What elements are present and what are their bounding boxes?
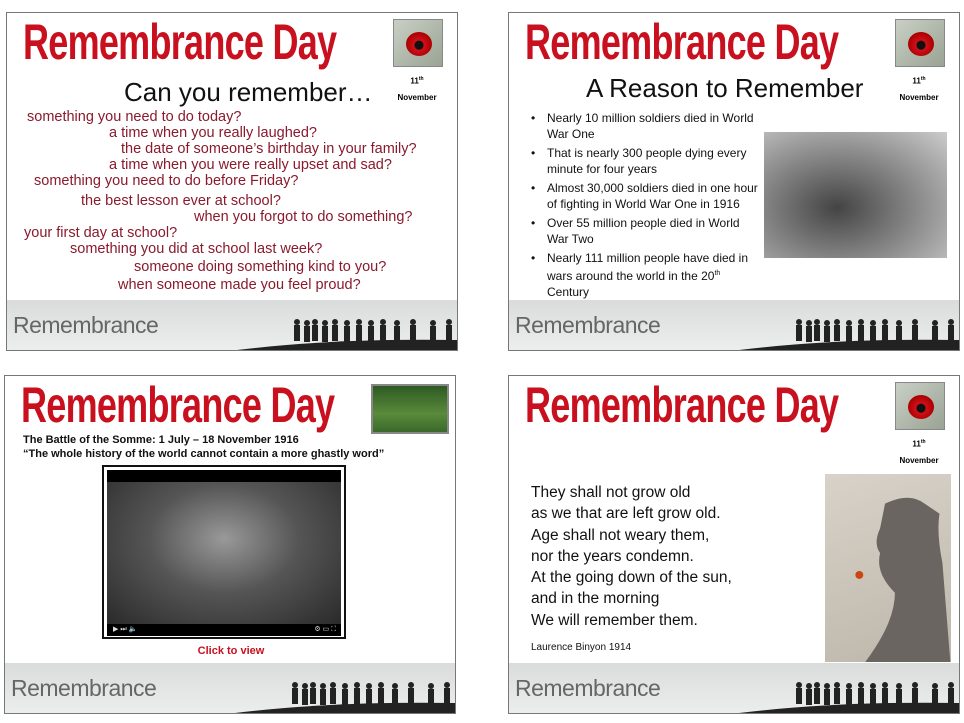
question: the date of someone’s birthday in your family?: [121, 141, 417, 157]
date-label: 11th November: [899, 76, 939, 102]
volume-icon[interactable]: 🔈: [128, 626, 138, 633]
slide-title: Remembrance Day: [21, 377, 335, 433]
footer-banner: [5, 663, 455, 713]
fact-item: • That is nearly 300 people dying every minute for four years: [531, 146, 747, 176]
footer-banner: [509, 300, 959, 350]
poem-line: At the going down of the sun,: [531, 569, 732, 587]
footer-label: Remembrance: [515, 312, 661, 338]
footer-label: Remembrance: [13, 312, 159, 338]
soldiers-silhouette-icon: [237, 310, 457, 350]
play-icon[interactable]: ▶: [113, 626, 119, 633]
question: something you need to do today?: [27, 109, 242, 125]
question: something you need to do before Friday?: [34, 173, 299, 189]
poppy-image: [895, 19, 945, 67]
date-label: 11th November: [397, 76, 437, 102]
slide-battle-of-somme[interactable]: [4, 375, 456, 714]
slide-title: Remembrance Day: [23, 14, 337, 70]
poppy-image: [895, 382, 945, 430]
poem-line: Age shall not weary them,: [531, 526, 710, 544]
footer-label: Remembrance: [515, 675, 661, 701]
question: your first day at school?: [24, 225, 178, 241]
fact-item: • Almost 30,000 soldiers died in one hour of fighting in World War One in 1916: [531, 181, 758, 211]
somme-quote: “The whole history of the world cannot contain a more ghastly word”: [23, 448, 385, 460]
slide-heading: A Reason to Remember: [586, 73, 864, 103]
soldiers-silhouette-icon: [739, 673, 959, 713]
fact-item: • Nearly 10 million soldiers died in World War One: [531, 111, 754, 141]
question: the best lesson ever at school?: [81, 193, 281, 209]
slide-reason-to-remember[interactable]: [508, 12, 960, 351]
footer-banner: [7, 300, 457, 350]
question: when someone made you feel proud?: [118, 277, 361, 293]
question: a time when you were really upset and sad?: [109, 157, 392, 173]
footer-banner: [509, 663, 959, 713]
poem-author: Laurence Binyon 1914: [531, 642, 632, 653]
next-icon[interactable]: ⏭: [120, 626, 127, 633]
slide-can-you-remember[interactable]: [6, 12, 458, 351]
slide-heading: Can you remember…: [124, 77, 373, 107]
poem-line: They shall not grow old: [531, 484, 691, 501]
soldiers-silhouette-icon: [739, 310, 959, 350]
fact-item: • Over 55 million people died in World War Two: [531, 216, 740, 246]
footer-label: Remembrance: [11, 675, 157, 701]
soldier-shadow-photo: [825, 474, 951, 662]
slide-title: Remembrance Day: [525, 14, 839, 70]
soldiers-silhouette-icon: [235, 673, 455, 713]
poem-line: as we that are left grow old.: [531, 505, 721, 523]
video-controls[interactable]: [107, 624, 341, 636]
poem-line: and in the morning: [531, 590, 660, 608]
fact-item: • Nearly 111 million people have died in wars around the world in the 20th Century: [531, 251, 749, 299]
question: something you did at school last week?: [70, 241, 323, 257]
poem-line: We will remember them.: [531, 611, 698, 629]
video-frame[interactable]: [107, 482, 341, 624]
poppy-image: [393, 19, 443, 67]
slide-ode-of-remembrance[interactable]: [508, 375, 960, 714]
question: a time when you really laughed?: [109, 125, 317, 141]
video-player[interactable]: [102, 465, 346, 639]
click-to-view-link[interactable]: Click to view: [197, 645, 265, 657]
poem: [531, 482, 732, 631]
fullscreen-icon[interactable]: ⚙ ▭ ⛶: [314, 626, 336, 633]
slide-title: Remembrance Day: [525, 377, 839, 433]
soldiers-trench-photo: [764, 132, 947, 258]
somme-dates: The Battle of the Somme: 1 July – 18 November 1916: [23, 434, 299, 446]
date-label: 11th November: [899, 439, 939, 465]
question: someone doing something kind to you?: [134, 259, 387, 275]
facts-list: [531, 110, 763, 300]
cemetery-thumbnail: [371, 384, 449, 434]
question: when you forgot to do something?: [194, 209, 413, 225]
poem-line: nor the years condemn.: [531, 547, 694, 565]
